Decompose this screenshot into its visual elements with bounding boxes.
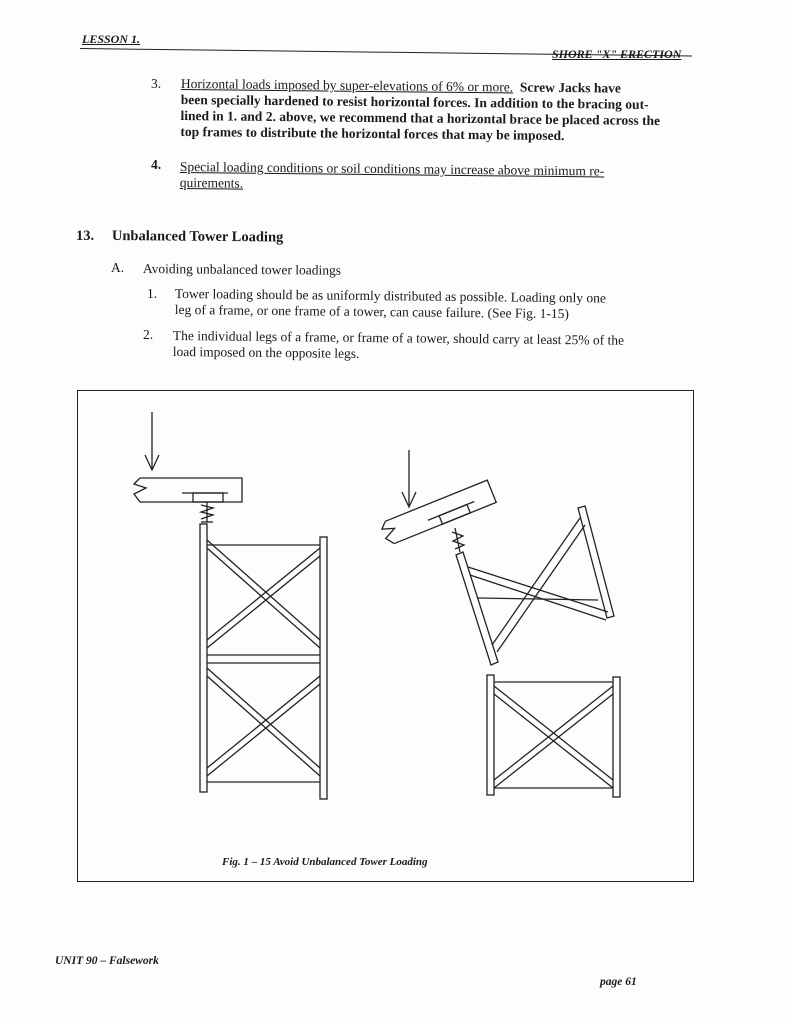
- list-item-text: Tower loading should be as uniformly distributed as possible. Loading only one: [174, 286, 606, 306]
- load-arrow-icon: [145, 412, 159, 470]
- beam: [380, 480, 497, 546]
- figure-caption: Fig. 1 – 15 Avoid Unbalanced Tower Loading: [222, 856, 428, 868]
- frame-leg: [578, 506, 614, 618]
- load-arrow-icon: [402, 450, 416, 507]
- list-item-text: lined in 1. and 2. above, we recommend that a horizontal brace be placed across the: [180, 107, 661, 129]
- frame-leg: [320, 537, 327, 799]
- screw-jack: [201, 502, 213, 522]
- lesson-label: LESSON 1.: [82, 32, 141, 46]
- beam: [134, 478, 242, 502]
- frame-leg: [456, 552, 498, 665]
- frame-leg: [487, 675, 494, 795]
- unit-label: UNIT 90 – Falsework: [55, 955, 159, 967]
- list-item-number: 1.: [147, 286, 158, 301]
- list-item-text: been specially hardened to resist horizontal forces. In addition to the bracing out-: [180, 91, 649, 112]
- page-number: page 61: [600, 976, 637, 988]
- list-item-text: The individual legs of a frame, or frame of a tower, should carry at least 25% of the: [172, 328, 625, 348]
- frame-leg: [200, 524, 207, 792]
- list-item-text: leg of a frame, or one frame of a tower, can cause failure. (See Fig. 1-15): [174, 301, 569, 322]
- failed-tower: [380, 450, 620, 797]
- list-item-number: 2.: [143, 327, 154, 342]
- balanced-tower: [134, 412, 327, 799]
- section-number: 13.: [76, 228, 95, 244]
- subsection-letter: A.: [111, 260, 125, 275]
- list-item-text: load imposed on the opposite legs.: [172, 343, 360, 361]
- subsection-title: Avoiding unbalanced tower loadings: [142, 261, 342, 278]
- list-item-lead: Horizontal loads imposed by super-elevations of 6% or more.: [180, 76, 514, 95]
- list-item-text: top frames to distribute the horizontal forces that may be imposed.: [180, 123, 565, 144]
- list-item-text: Screw Jacks have: [519, 79, 622, 96]
- section-title: Unbalanced Tower Loading: [111, 228, 284, 246]
- list-item-text: quirements.: [179, 174, 244, 191]
- frame-leg: [613, 677, 620, 797]
- screw-jack: [452, 528, 464, 552]
- list-item-number: 4.: [151, 157, 162, 172]
- list-item-text: Special loading conditions or soil conditions may increase above minimum re-: [179, 159, 605, 179]
- document-title: SHORE "X" ERECTION: [552, 47, 682, 61]
- list-item-number: 3.: [151, 76, 162, 91]
